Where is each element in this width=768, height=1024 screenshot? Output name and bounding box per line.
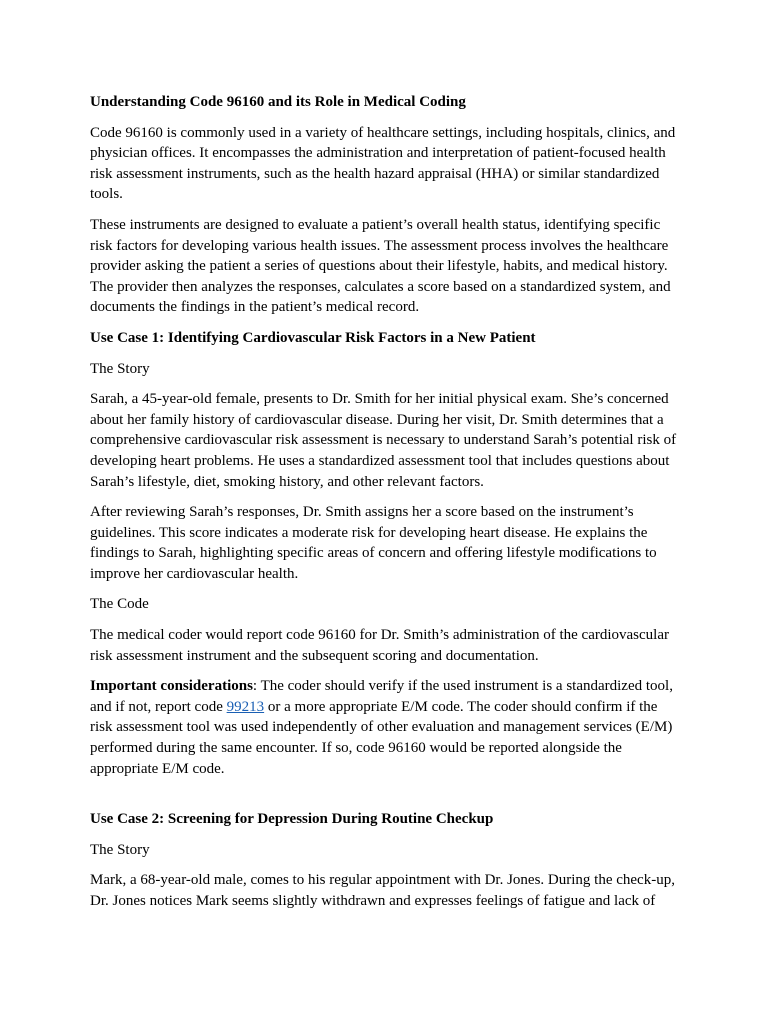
case1-important-paragraph [90, 676, 682, 779]
case1-story-label: The Story [90, 360, 150, 377]
code-99213-link[interactable]: 99213 [226, 698, 265, 715]
case1-story-paragraph-1: Sarah, a 45-year-old female, presents to Dr. Smith for her initial physical exam. She’s concerned about her family history of cardiovascular disease. During her visit, Dr. Smith determines that a comprehensive cardiovascular risk assessment is necessary to understand Sarah’s potential risk of developing heart problems. He uses a standardized assessment tool that includes questions about Sarah’s lifestyle, diet, smoking history, and other relevant factors. [90, 391, 677, 490]
case2-story-paragraph-1: Mark, a 68-year-old male, comes to his regular appointment with Dr. Jones. During the check-up, Dr. Jones notices Mark seems slightly withdrawn and expresses feelings of fatigue and lack of [90, 872, 675, 909]
case1-story-paragraph-2: After reviewing Sarah’s responses, Dr. Smith assigns her a score based on the instrument’s guidelines. This score indicates a moderate risk for developing heart disease. He explains the findings to Sarah, highlighting specific areas of concern and offering lifestyle modifications to improve her cardiovascular health. [90, 504, 657, 582]
document-title: Understanding Code 96160 and its Role in Medical Coding [90, 94, 466, 110]
case2-heading: Use Case 2: Screening for Depression During Routine Checkup [90, 811, 494, 828]
important-label: Important considerations [90, 678, 253, 695]
intro-paragraph-1: Code 96160 is commonly used in a variety of healthcare settings, including hospitals, clinics, and physician offices. It encompasses the administration and interpretation of patient-focused health risk assessment instruments, such as the health hazard appraisal (HHA) or similar standardized tools. [90, 124, 676, 203]
case2-story-label: The Story [90, 841, 150, 858]
case1-heading: Use Case 1: Identifying Cardiovascular Risk Factors in a New Patient [90, 329, 536, 346]
section-spacer [90, 789, 682, 809]
intro-paragraph-2: These instruments are designed to evaluate a patient’s overall health status, identifying specific risk factors for developing various health issues. The assessment process involves the healthcare provider asking the patient a series of questions about their lifestyle, habits, and medical history. The provider then analyzes the responses, calculates a score based on a standardized system, and documents the findings in the patient’s medical record. [90, 216, 671, 316]
important-text-post: or a more appropriate E/M code. The coder should confirm if the risk assessment tool was used independently of other evaluation and management services (E/M) performed during the same encounter. If so, code 96160 would be reported alongside the appropriate E/M code. [90, 698, 673, 777]
document-page [90, 92, 682, 922]
case1-code-label: The Code [90, 596, 149, 613]
important-text-pre: : The coder should verify if the used instrument is a standardized tool, and if not, report code [90, 678, 673, 715]
case1-code-paragraph: The medical coder would report code 96160 for Dr. Smith’s administration of the cardiovascular risk assessment instrument and the subsequent scoring and documentation. [90, 627, 670, 664]
